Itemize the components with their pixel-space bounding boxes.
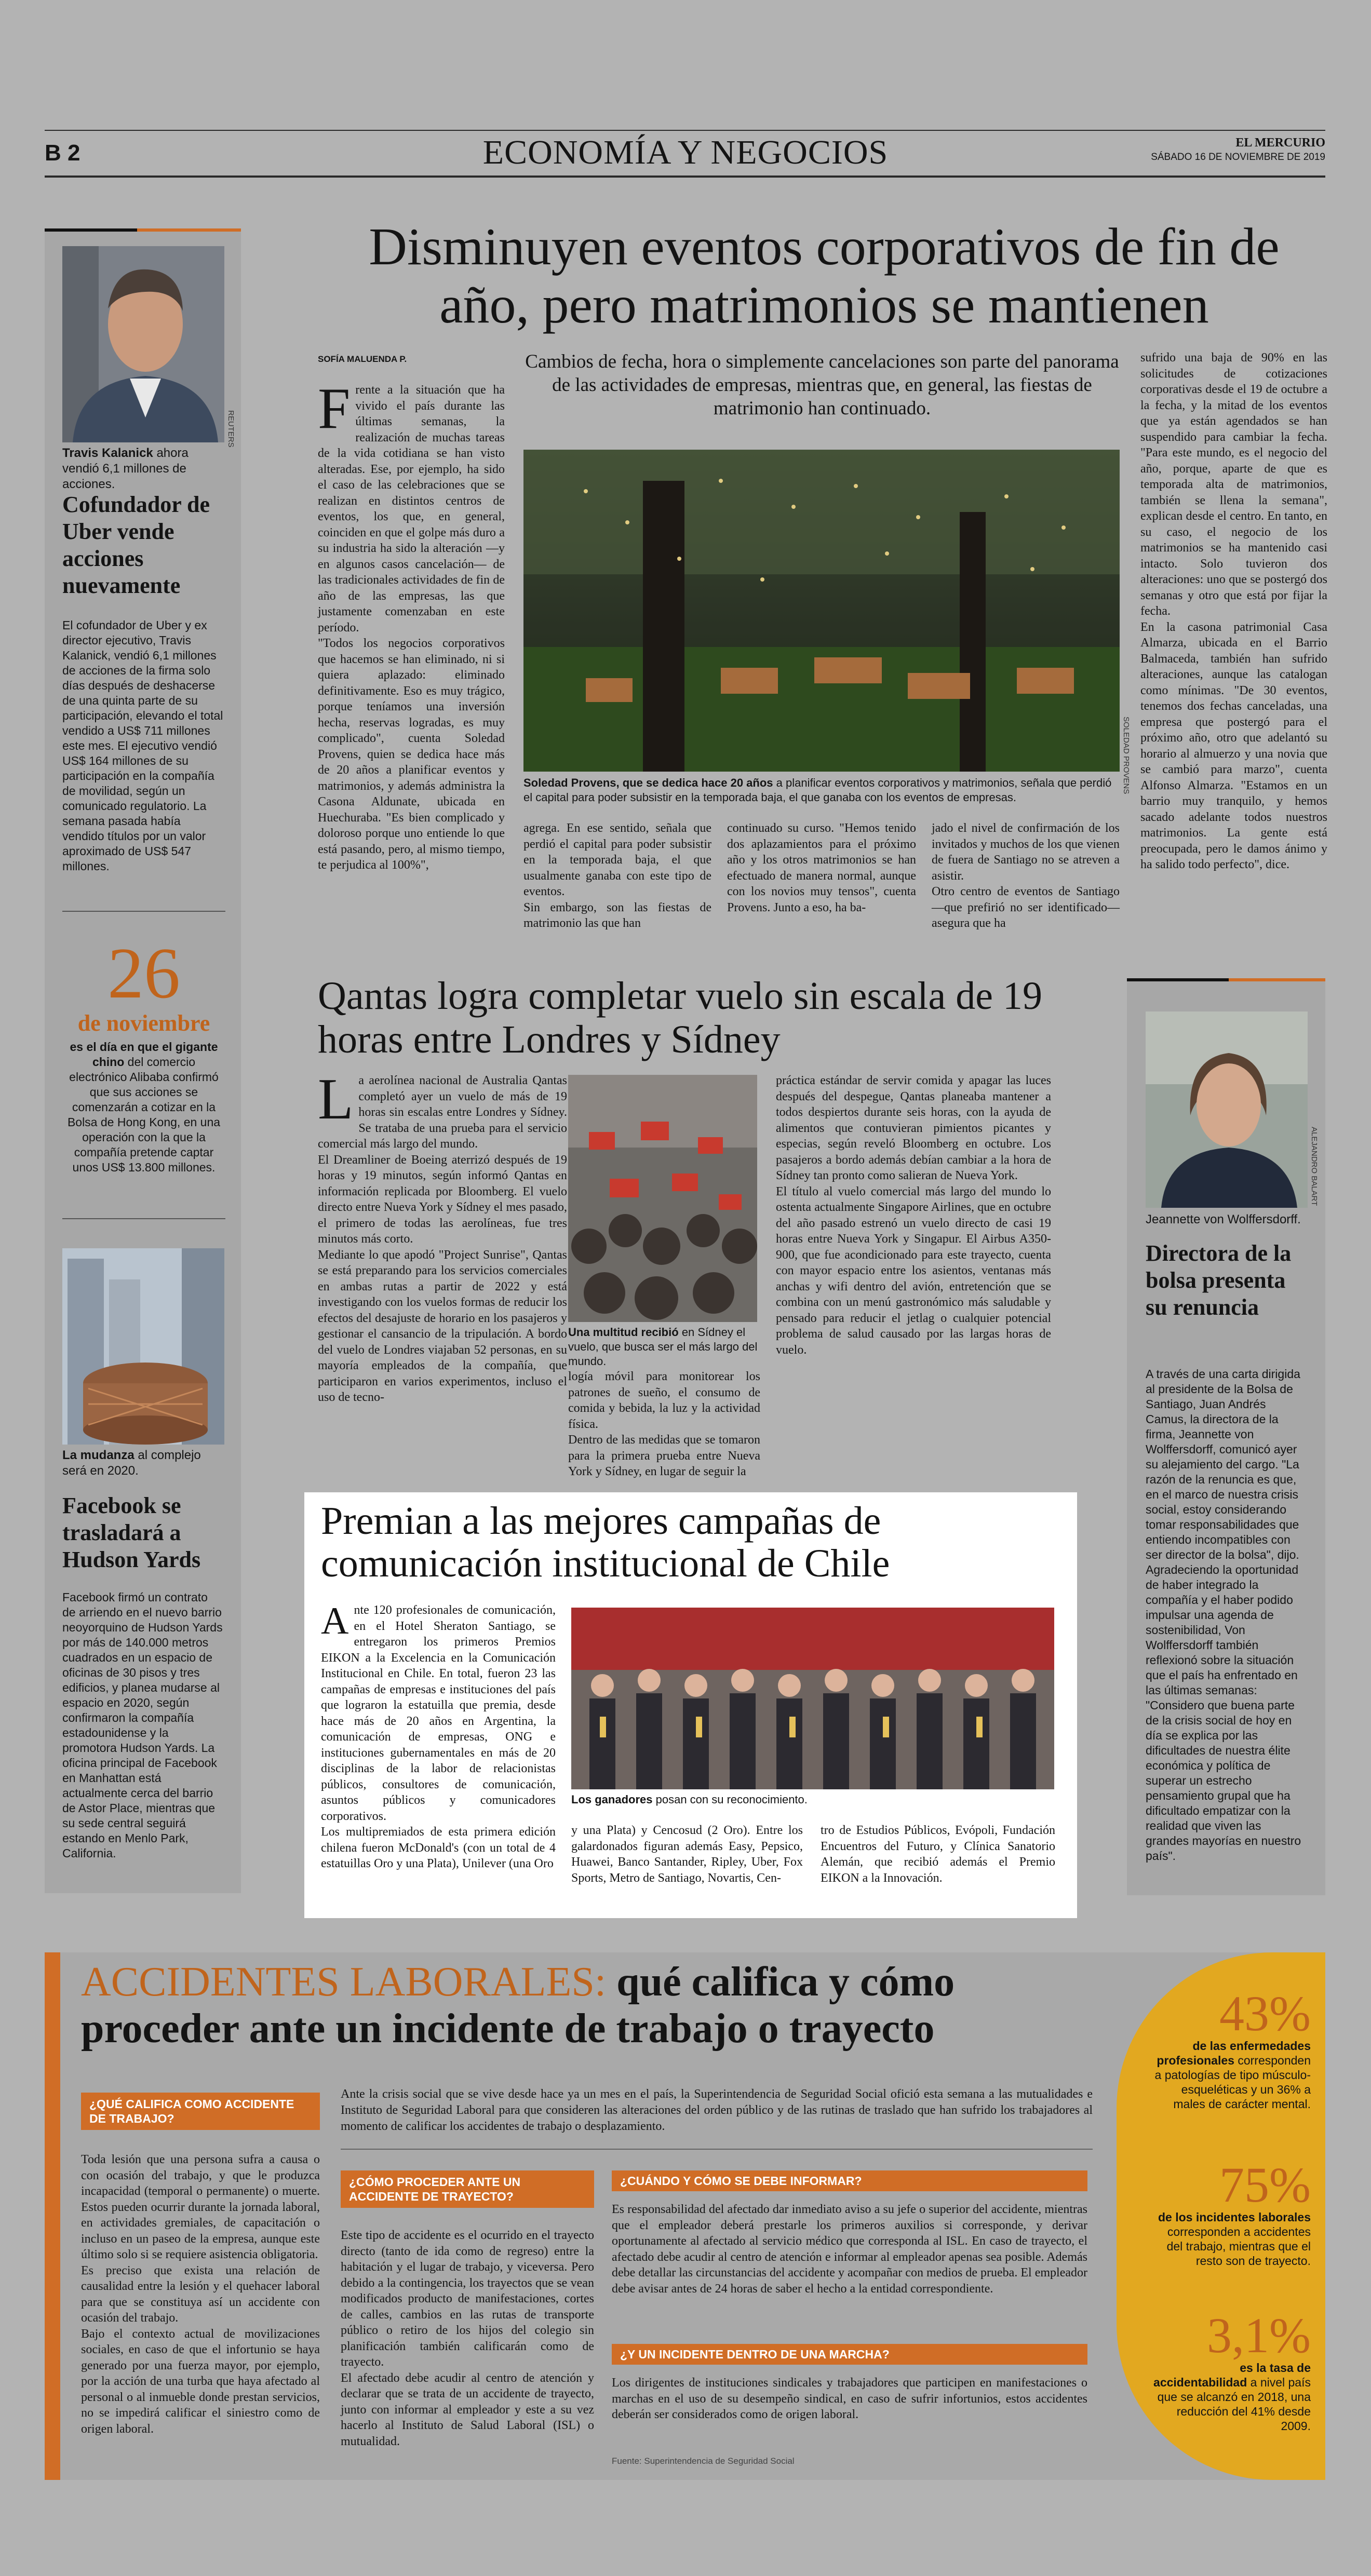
newspaper-name: EL MERCURIO [1235, 136, 1325, 150]
stat-bold: es la tasa de accidentabilidad [1153, 2361, 1311, 2389]
accidentes-title-black: qué califica y cómo proceder ante un incidente de trabajo o trayecto [81, 1959, 955, 2052]
stat-rest: corresponden a accidentes del trabajo, mientras que el resto son de trayecto. [1166, 2225, 1311, 2268]
eikon-col-1-text: nte 120 profesionales de comunicación, en el Hotel Sheraton Santiago, se entregaron los primeros Premios EIKON a la Excelencia en la Comunicación Institucional en Chile. En total, fueron 23 las campañas de empresas e instituciones del país que lograron la estatuilla que premia, desde hace más de 20 años en Argentina, la comunicación de empresas, ONG e instituciones gubernamentales en más de 20 disciplinas de la labor de relacionistas públicos, consultores de comunicación, asuntos públicos y comunicadores corporativos. Los multipremiados de esta primera edición chilena fueron McDonald's (con un total de 4 estatuillas Oro y una Plata), Unilever (una Oro [321, 1603, 556, 1870]
label-incidente-marcha: ¿Y UN INCIDENTE DENTRO DE UNA MARCHA? [612, 2344, 1087, 2365]
kalanick-caption [62, 446, 228, 492]
caption-text: posan con su reconocimiento. [655, 1793, 808, 1806]
facebook-headline: Facebook se trasladará a Hudson Yards [62, 1493, 201, 1572]
lead-photo [523, 450, 1120, 772]
drop-cap: A [321, 1600, 349, 1642]
caption-text: en Sídney el vuelo, que busca ser el más largo del mundo. [568, 1326, 758, 1368]
hudson-caption [62, 1448, 228, 1479]
eikon-photo-caption [571, 1792, 1054, 1807]
header-bottom-rule [45, 176, 1325, 178]
stat-2 [1153, 2157, 1311, 2268]
lead-photo-credit: SOLEDAD PROVENS [1122, 717, 1131, 794]
qantas-col-1 [318, 1067, 567, 1406]
bolsa-body: A través de una carta dirigida al presidente de la Bolsa de Santiago, Juan Andrés Camus, la directora de la firma, Jeannette von Wolffersdorff, comunicó ayer su alejamiento del cargo. "La razón de la renuncia es que, en el marco de nuestra crisis social, estoy considerando tomar responsabilidades que entiendo incompatibles con ser director de la bolsa", dijo. Agradeciendo la oportunidad de haber integrado la compañía y el haber podido impulsar una agenda de sostenibilidad, Von Wolffersdorff también reflexionó sobre la situación que el país ha enfrentado en las últimas semanas: "Considero que buena parte de la crisis social de hoy en día se explica por las dificultades de nuestra élite económica y política de superar un estrecho pensamiento grupal que ha dificultado empatizar con la realidad que viven las grandes mayorías en nuestro país". [1146, 1367, 1301, 1863]
intro-divider [341, 2149, 1093, 2150]
lead-col-3: continuado su curso. "Hemos tenido dos aplazamientos para el próximo año y los otros matrimonios se han efectuado de manera normal, aunque con los novios muy tensos", cuenta Provens. Junto a eso, ha ba- [727, 821, 916, 914]
stat-1 [1153, 1986, 1311, 2111]
stat-number: 75% [1219, 2157, 1311, 2213]
stat-rest: corresponden a patologías de tipo músculo-esqueléticas y un 36% a males de carácter mental. [1154, 2054, 1311, 2111]
alibaba-date: de noviembre [77, 1010, 210, 1036]
label-cuando-informar: ¿CUÁNDO Y CÓMO SE DEBE INFORMAR? [612, 2170, 1087, 2191]
box3-body: Es responsabilidad del afectado dar inmediato aviso a su jefe o superior del accidente, mientras que el empleador deberá prestarle los primeros auxilios si corresponde, y derivar oportunamente al afectado al servicio médico que corresponda al ISL. En caso de trayecto, el afectado debe acudir al centro de atención e informar al empleador apenas sea posible. Además debe detallar las circunstancias del accidente y acompañar con medios de prueba. El empleador debe avisar antes de 24 horas de saber el hecho a la entidad correspondiente. [612, 2203, 1087, 2296]
alibaba-text-pre: es el día en que el [70, 1040, 172, 1054]
page-number: B 2 [45, 140, 80, 166]
caption-bold: Los ganadores [571, 1793, 653, 1806]
caption-bold: Soledad Provens, que se dedica hace 20 años [523, 776, 773, 789]
label-accidente-trayecto: ¿CÓMO PROCEDER ANTE UN ACCIDENTE DE TRAYECTO? [341, 2170, 594, 2208]
lead-col-2: agrega. En ese sentido, señala que perdió el capital para poder subsistir en la temporada baja, el que usualmente ganaba con este tipo de eventos. Sin embargo, son las fiestas de matrimonio las que han [523, 821, 711, 930]
wolffersdorff-caption: Jeannette von Wolffersdorff. [1146, 1212, 1301, 1226]
header-top-rule [45, 130, 1325, 131]
eikon-col-1 [321, 1602, 556, 1872]
qantas-col-1-text: a aerolínea nacional de Australia Qantas completó ayer un vuelo de más de 19 horas sin escalas entre Londres y Sídney. Se trataba de una prueba para el servicio comercial más largo del mundo. El Dreamliner de Boeing aterrizó después de 19 horas y 19 minutos, según informó Qantas en información replicada por Bloomberg. El vuelo directo entre Nueva York y Sídney el mes pasado, el primero de todas las aerolíneas, fue tres minutos más corto. Mediante lo que apodó "Project Sunrise", Qantas se está preparando para los servicios comerciales en ambas rutas a partir de 2022 y está investigando con los vuelos formas de reducir los efectos del desajuste de horario en los pasajeros y gestionar el cansancio de la tripulación. A bordo del vuelo de Londres viajaban 52 personas, en su mayoría empleados de la compañía, que participaron en varios experimentos, incluso el uso de tecno- [318, 1074, 567, 1404]
uber-body: El cofundador de Uber y ex director ejecutivo, Travis Kalanick, vendió 6,1 millones de acciones de la firma solo días después de deshacerse de una quinta parte de su participación, elevando el total vendido a US$ 711 millones este mes. El ejecutivo vendió US$ 164 millones de su participación en la compañía de movilidad, según un comunicado regulatorio. La semana pasada había vendido títulos por un valor aproximado de US$ 547 millones. [62, 618, 223, 873]
caption-text: ahora vendió 6,1 millones de acciones. [62, 446, 189, 491]
accidentes-intro: Ante la crisis social que se vive desde hace ya un mes en el país, la Superintendencia de Seguridad Social ofició esta semana a las mutualidades e Instituto de Seguridad Laboral para que consideren las alteraciones del orden público y de las rutinas de traslado que han sufrido los trabajadores al momento de calificar los accidentes de trabajo o desplazamiento. [341, 2087, 1093, 2133]
wolffersdorff-photo-credit: ALEJANDRO BALART [1310, 1127, 1319, 1206]
alibaba-number: 26 [107, 933, 180, 1014]
lead-byline: SOFÍA MALUENDA P. [318, 354, 407, 364]
stat-3 [1153, 2308, 1311, 2433]
sidebar-divider [62, 911, 225, 912]
stat-text [1153, 2361, 1311, 2433]
box1-body: Toda lesión que una persona sufra a causa o con ocasión del trabajo, y que le produzca incapacidad (temporal o permanente) o muerte. Estos pueden ocurrir durante la jornada laboral, en actividades gremiales, de capacitación o incluso en un paseo de la empresa, aunque este último solo si se requiere asistencia obligatoria. Es preciso que exista una relación de causalidad entre la lesión y el quehacer laboral para que se constituya así un accidente con ocasión del trabajo. Bajo el contexto actual de movilizaciones sociales, en caso de que el infortunio se haya generado por una fuerza mayor, por ejemplo, por la acción de una turba que haya afectado al personal o al inmueble donde prestan servicios, no se impedirá calificar el siniestro como de origen laboral. [81, 2153, 320, 2436]
caption-bold: Travis Kalanick [62, 446, 153, 460]
lead-col-1 [318, 376, 505, 873]
qantas-col-3: práctica estándar de servir comida y apagar las luces después del despegue, Qantas planeaba mantener a todos despiertos durante seis horas, con la ayuda de alimentos que contuvieran pimientos picantes y especias, según reveló Bloomberg en octubre. Los pasajeros a bordo además debían cambiar a la hora de Sídney tan pronto como salieran de Nueva York. El título al vuelo comercial más largo del mundo lo ostenta actualmente Singapore Airlines, que en octubre del año pasado estrenó un vuelo directo de casi 19 horas entre Nueva York y Singapur. El Airbus A350-900, que fue acondicionado para este trayecto, cuenta con mayor espacio entre los asientos, ventanas más anchas y wifi dentro del avión, entretención que se combina con un menú gastronómico más saludable y pensado para reducir el jetlag o cualquier potencial problema de salud causado por las largas horas de vuelo. [776, 1074, 1051, 1357]
accidentes-title [81, 1959, 1114, 2052]
qantas-photo [568, 1075, 757, 1322]
stat-bold: de los incidentes laborales [1158, 2210, 1311, 2224]
lead-col-1-text: rente a la situación que ha vivido el país durante las últimas semanas, la realización de muchas tareas de la vida cotidiana se han visto alteradas. Ese, por ejemplo, ha sido el caso de las celebraciones que se realizan en distintos centros de eventos, los que, en general, coinciden en que el golpe más duro a su industria ha sido la alteración —y en algunos casos cancelación— de las tradicionales actividades de fin de año de las empresas, las que justamente comenzaban en este período. "Todos los negocios corporativos que hacemos se han eliminado, ni si quiera aplazado: eliminado definitivamente. Eso es muy trágico, porque teníamos una inversión hecha, reservas logradas, es muy complicado", cuenta Soledad Provens, quien se dedica hace más de 20 años a planificar eventos y matrimonios, y además administra la Casona Aldunate, ubicada en Huechuraba. "Es bien complicado y doloroso porque uno entiende lo que está pasando, pero, al mismo tiempo, te perjudica al 100%", [318, 383, 505, 872]
eikon-headline: Premian a las mejores campañas de comunicación institucional de Chile [321, 1499, 890, 1585]
caption-text: a planificar eventos corporativos y matrimonios, señala que perdió el capital para poder subsistir en la temporada baja, el que ganaba con los eventos de empresas. [523, 776, 1112, 804]
lead-headline: Disminuyen eventos corporativos de fin de año, pero matrimonios se mantienen [369, 218, 1280, 334]
qantas-col-2: logía móvil para monitorear los patrones de sueño, el consumo de comida y bebida, la luz y la actividad física. Dentro de las medidas que se tomaron para la primera prueba entre Nueva York y Sídney, en lugar de seguir la [568, 1370, 760, 1478]
stat-number: 3,1% [1207, 2308, 1311, 2363]
eikon-col-2: y una Plata) y Cencosud (2 Oro). Entre los galardonados figuran además Easy, Pepsico, Huawei, Banco Santander, Ripley, Uber, Fox Sports, Metro de Santiago, Novartis, Cen- [571, 1824, 803, 1885]
lead-col-5: sufrido una baja de 90% en las solicitudes de cotizaciones corporativas desde el 19 de octubre a la fecha, y la mitad de los eventos que ya están agendados se han suspendido para cambiar la fecha. "Para este mundo, es el negocio del año, porque, aparte de que es temporada alta de matrimonios, también se llena la semana", explican desde el centro. En tanto, en su caso, el negocio de los matrimonios se ha mantenido casi intacto. Solo tuvieron dos alteraciones: uno que se postergó dos semanas y otro que está por fijar la fecha. En la casona patrimonial Casa Almarza, ubicada en el Barrio Balmaceda, también han sufrido alteraciones, aunque las catalogan como mínimas. "De 30 eventos, tenemos dos fechas canceladas, una empresa que postergó para el próximo año, otro que adelantó su horario al almuerzo y una novia que se cambió para marzo", cuenta Alfonso Almarza. "Estamos en un barrio muy tranquilo, y hemos sacado adelante todos nuestros matrimonios. La gente está preocupada, pero le damos ánimo y ha salido todo perfecto", dice. [1140, 351, 1327, 871]
bolsa-headline: Directora de la bolsa presenta su renuncia [1146, 1240, 1292, 1320]
stat-text [1153, 2210, 1311, 2268]
sidebar-divider [62, 1218, 225, 1219]
accidentes-title-orange: ACCIDENTES LABORALES: [81, 1959, 607, 2005]
hudson-yards-photo [62, 1248, 224, 1445]
box2-body: Este tipo de accidente es el ocurrido en el trayecto directo (tanto de ida como de regreso) entre la habitación y el lugar de trabajo, y viceversa. Pero debido a la contingencia, los trayectos que se vean modificados producto de manifestaciones, cortes de calles, cambios en las rutas de transporte público o retiro de los hijos del colegio sin planificación también calificarán como de trayecto. El afectado debe acudir al centro de atención y declarar que se trata de un accidente de trayecto, junto con informar al empleador y este a su vez hacerlo al Instituto de Salud Laboral (ISL) o mutualidad. [341, 2229, 594, 2448]
stat-number: 43% [1219, 1986, 1311, 2041]
eikon-photo [571, 1608, 1054, 1789]
kalanick-photo [62, 246, 224, 442]
label-que-califica: ¿QUÉ CALIFICA COMO ACCIDENTE DE TRABAJO? [81, 2093, 320, 2130]
uber-headline: Cofundador de Uber vende acciones nuevamente [62, 492, 210, 598]
edition-date: SÁBADO 16 DE NOVIEMBRE DE 2019 [1151, 152, 1325, 163]
caption-bold: Una multitud recibió [568, 1326, 679, 1339]
lead-deck: Cambios de fecha, hora o simplemente cancelaciones son parte del panorama de las actividades de empresas, mientras que, en general, las fiestas de matrimonio han continuado. [525, 351, 1119, 419]
box4-body: Los dirigentes de instituciones sindicales y trabajadores que participen en manifestaciones o marchas en el uso de su desempeño sindical, en caso de sufrir infortunios, estos accidentes deberán ser considerados como de origen laboral. [612, 2376, 1087, 2421]
caption-text: al complejo será en 2020. [62, 1448, 201, 1478]
facebook-body: Facebook firmó un contrato de arriendo en el nuevo barrio neoyorquino de Hudson Yards por más de 140.000 metros cuadrados en un espacio de oficinas de 30 pisos y tres edificios, y planea mudarse al espacio en 2020, según confirmaron la compañía estadounidense y la promotora Hudson Yards. La oficina principal de Facebook en Manhattan está actualmente cerca del barrio de Astor Place, mientras que su sede central seguirá estando en Menlo Park, California. [62, 1590, 223, 1860]
qantas-photo-caption [568, 1325, 760, 1369]
caption-bold: La mudanza [62, 1448, 135, 1462]
lead-photo-caption [523, 776, 1121, 805]
stat-text [1153, 2039, 1311, 2111]
stat-bold: de las enfermedades profesionales [1157, 2039, 1311, 2067]
qantas-headline: Qantas logra completar vuelo sin escala de 19 horas entre Londres y Sídney [318, 974, 1042, 1061]
stat-rest: a nivel país que se alcanzó en 2018, una reducción del 41% desde 2009. [1157, 2376, 1311, 2433]
accidentes-side-bar [45, 1952, 60, 2480]
drop-cap: L [318, 1067, 354, 1131]
kalanick-photo-credit: REUTERS [226, 410, 235, 448]
section-title: ECONOMÍA Y NEGOCIOS [482, 133, 889, 171]
source-note: Fuente: Superintendencia de Seguridad Social [612, 2456, 795, 2466]
alibaba-text-bold: gigante chino [92, 1040, 218, 1069]
lead-col-4: jado el nivel de confirmación de los invitados y muchos de los que vienen de fuera de Santiago no se atreven a asistir. Otro centro de eventos de Santiago —que prefirió no ser identificado— asegura que ha [932, 821, 1120, 930]
alibaba-text-rest: del comercio electrónico Alibaba confirmó que sus acciones se comenzarán a cotizar en la Bolsa de Hong Kong, en una operación con la que la compañía pretende captar unos US$ 13.800 millones. [67, 1055, 221, 1174]
drop-cap: F [318, 376, 351, 441]
wolffersdorff-photo [1146, 1011, 1308, 1208]
eikon-col-3: tro de Estudios Públicos, Evópoli, Fundación Encuentros del Futuro, y Clínica Sanatorio Alemán, que recibió además el Premio EIKON a la Innovación. [821, 1824, 1055, 1885]
alibaba-text [62, 1040, 225, 1175]
